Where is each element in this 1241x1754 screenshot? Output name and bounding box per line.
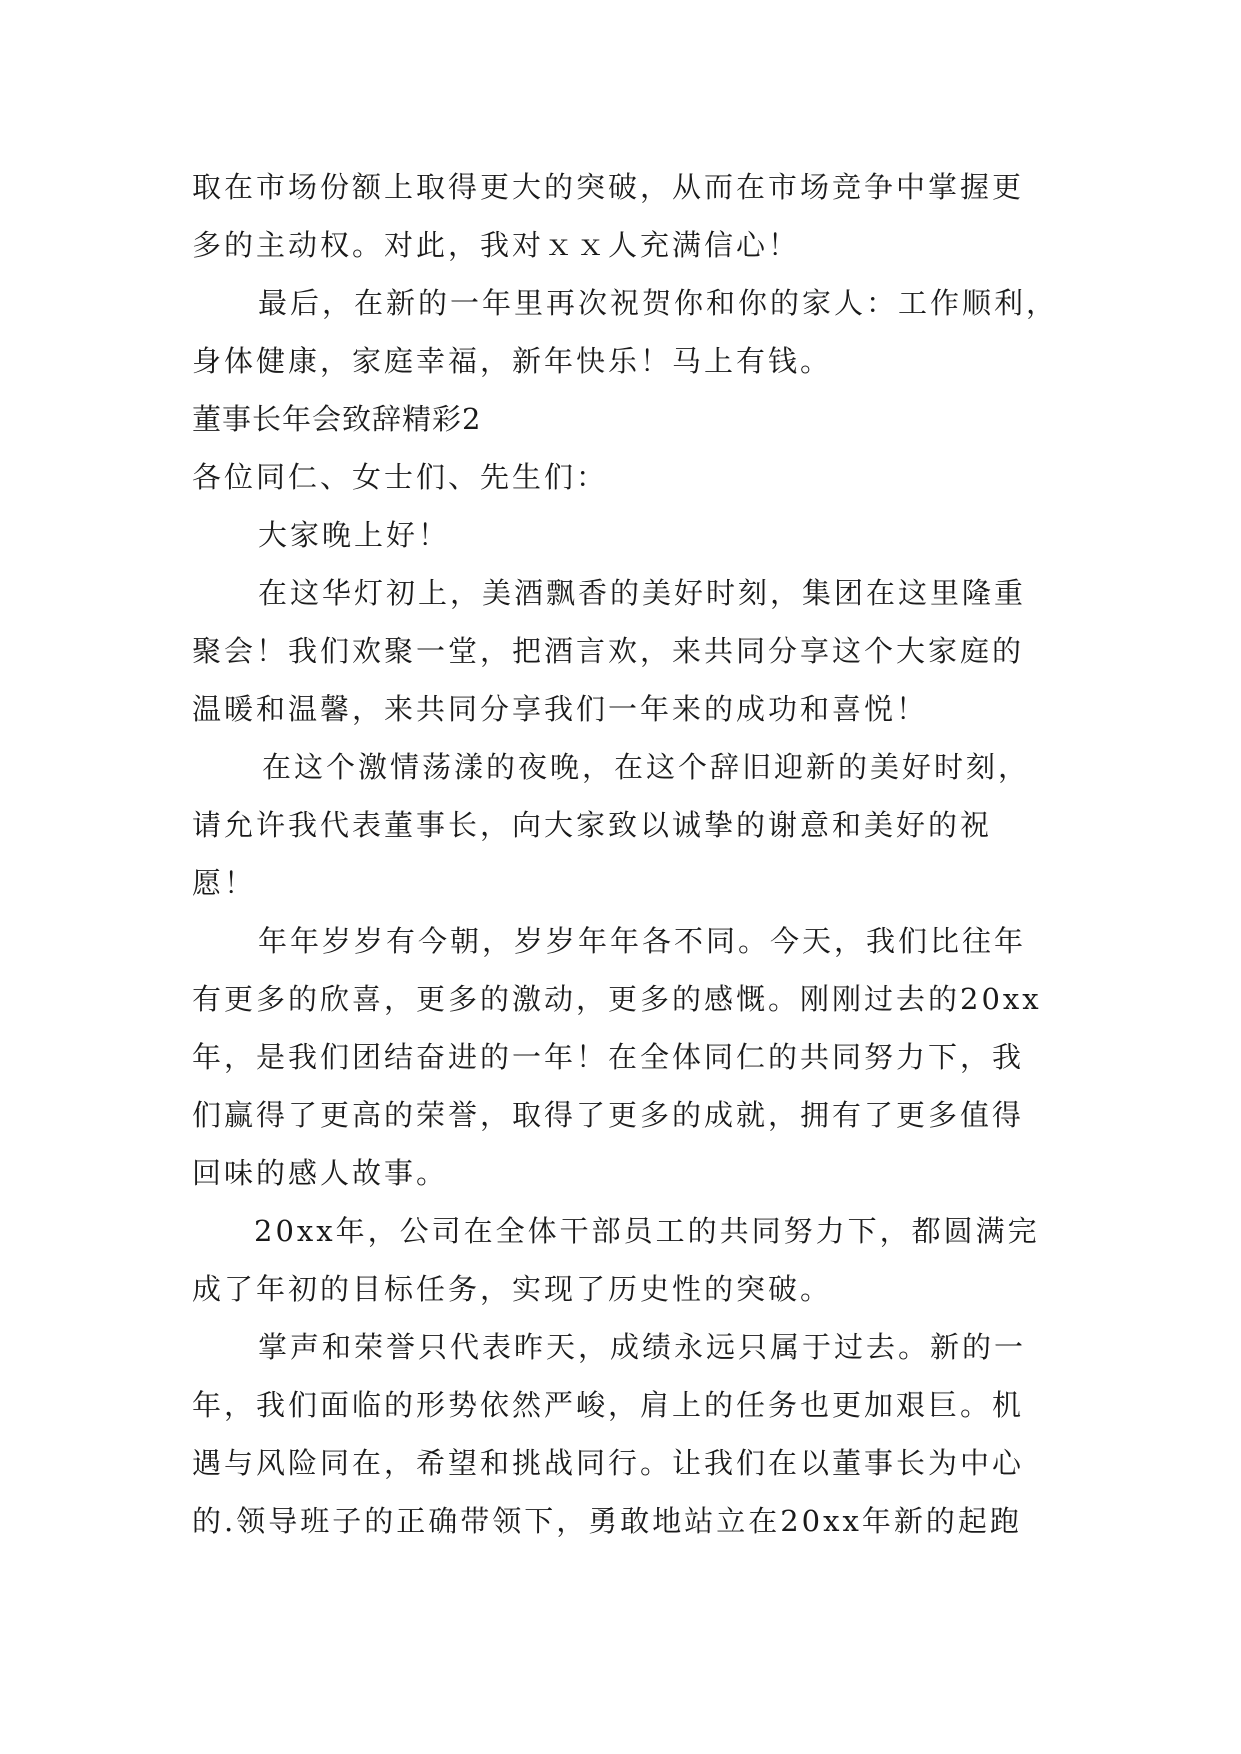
text-line: 有更多的欣喜，更多的激动，更多的感慨。刚刚过去的20xx [192, 982, 1042, 1016]
text-line: 遇与风险同在，希望和挑战同行。让我们在以董事长为中心 [192, 1446, 1025, 1480]
text-line: 在这华灯初上，美酒飘香的美好时刻，集团在这里隆重 [258, 576, 1027, 610]
text-line: 掌声和荣誉只代表昨天，成绩永远只属于过去。新的一 [258, 1330, 1027, 1364]
body-text [192, 158, 1059, 1550]
text-line: 最后，在新的一年里再次祝贺你和你的家人：工作顺利， [258, 286, 1059, 320]
salutation: 各位同仁、女士们、先生们： [192, 460, 609, 494]
text-line: 身体健康，家庭幸福，新年快乐！马上有钱。 [192, 344, 833, 378]
text-line: 的.领导班子的正确带领下，勇敢地站立在20xx年新的起跑 [192, 1504, 1022, 1538]
text-line: 请允许我代表董事长，向大家致以诚挚的谢意和美好的祝 [192, 808, 993, 842]
text-line: 年，是我们团结奋进的一年！在全体同仁的共同努力下，我 [192, 1040, 1025, 1074]
text-line: 20xx年，公司在全体干部员工的共同努力下，都圆满完 [254, 1214, 1040, 1248]
text-line: 成了年初的目标任务，实现了历史性的突破。 [192, 1272, 833, 1306]
text-line: 取在市场份额上取得更大的突破，从而在市场竞争中掌握更 [192, 170, 1025, 204]
text-line: 聚会！我们欢聚一堂，把酒言欢，来共同分享这个大家庭的 [192, 634, 1025, 668]
text-line: 多的主动权。对此，我对ｘｘ人充满信心！ [192, 228, 801, 262]
text-line: 们赢得了更高的荣誉，取得了更多的成就，拥有了更多值得 [192, 1098, 1025, 1132]
text-line: 在这个激情荡漾的夜晚，在这个辞旧迎新的美好时刻， [262, 750, 1031, 784]
section-heading: 董事长年会致辞精彩2 [192, 402, 482, 436]
greeting: 大家晚上好！ [258, 518, 451, 552]
text-line: 年年岁岁有今朝，岁岁年年各不同。今天，我们比往年 [258, 924, 1027, 958]
text-line: 愿！ [192, 866, 257, 900]
text-line: 回味的感人故事。 [192, 1156, 449, 1190]
text-line: 年，我们面临的形势依然严峻，肩上的任务也更加艰巨。机 [192, 1388, 1025, 1422]
text-line: 温暖和温馨，来共同分享我们一年来的成功和喜悦！ [192, 692, 929, 726]
